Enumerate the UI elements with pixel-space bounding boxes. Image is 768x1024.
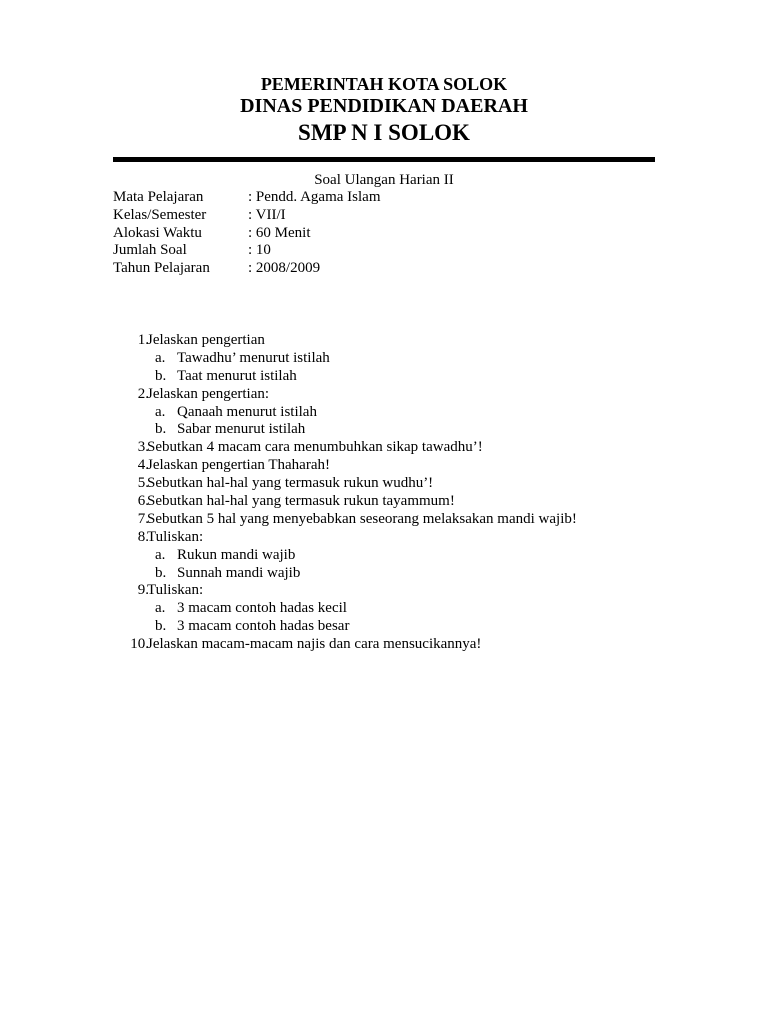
sub-item <box>113 600 673 618</box>
question-item <box>113 636 673 654</box>
question-list <box>113 332 673 654</box>
info-label: Tahun Pelajaran <box>113 260 210 277</box>
question-item <box>113 457 673 475</box>
info-label: Alokasi Waktu <box>113 224 202 241</box>
sub-item-text: 3 macam contoh hadas kecil <box>177 600 347 617</box>
question-number: 9. <box>137 582 149 599</box>
sub-item <box>113 350 673 368</box>
sub-item <box>113 547 673 565</box>
question-number: 6. <box>137 493 149 510</box>
question-number: 5. <box>137 475 149 492</box>
info-label: Kelas/Semester <box>113 206 207 223</box>
question-text: Sebutkan 4 macam cara menumbuhkan sikap tawadhu’! <box>147 439 483 456</box>
header-government: PEMERINTAH KOTA SOLOK <box>260 74 508 94</box>
header-divider <box>113 157 655 162</box>
info-label: Jumlah Soal <box>113 242 187 259</box>
question-number: 1. <box>137 332 149 348</box>
sub-item-text: Sunnah mandi wajib <box>177 564 301 581</box>
info-value: : 60 Menit <box>248 224 311 241</box>
info-label: Mata Pelajaran <box>113 189 204 205</box>
question-item <box>113 582 673 600</box>
question-text: Sebutkan hal-hal yang termasuk rukun tayammum! <box>147 493 455 510</box>
info-value: : 10 <box>248 242 271 259</box>
sub-item-label: b. <box>155 564 167 581</box>
question-number: 3. <box>137 439 149 456</box>
sub-item-label: b. <box>155 421 167 438</box>
info-value: : Pendd. Agama Islam <box>248 189 381 205</box>
question-item <box>113 439 673 457</box>
question-item <box>113 529 673 547</box>
question-item <box>113 475 673 493</box>
sub-item <box>113 565 673 583</box>
sub-item-text: Rukun mandi wajib <box>177 546 296 563</box>
sub-item-label: a. <box>155 403 166 420</box>
sub-item-text: 3 macam contoh hadas besar <box>177 618 350 635</box>
sub-item <box>113 618 673 636</box>
question-number: 10. <box>130 636 149 653</box>
sub-item-label: a. <box>155 600 166 617</box>
question-text: Jelaskan pengertian: <box>147 385 270 402</box>
sub-item <box>113 421 673 439</box>
header-department: DINAS PENDIDIKAN DAERAH <box>240 95 528 117</box>
sub-item-label: a. <box>155 546 166 563</box>
question-text: Jelaskan pengertian <box>147 332 265 348</box>
sub-item-text: Sabar menurut istilah <box>177 421 306 438</box>
sub-item-label: a. <box>155 349 166 366</box>
info-value: : VII/I <box>248 206 286 223</box>
sub-item <box>113 368 673 386</box>
question-text: Sebutkan hal-hal yang termasuk rukun wudhu’! <box>147 475 434 492</box>
question-text: Sebutkan 5 hal yang menyebabkan seseorang melaksakan mandi wajib! <box>147 510 577 527</box>
question-number: 2. <box>137 385 149 402</box>
question-text: Tuliskan: <box>147 528 204 545</box>
header-school: SMP N I SOLOK <box>298 120 470 145</box>
sub-item-text: Qanaah menurut istilah <box>177 403 317 420</box>
sub-item-text: Tawadhu’ menurut istilah <box>177 349 330 366</box>
exam-title: Soal Ulangan Harian II <box>314 172 454 188</box>
question-item <box>113 332 673 350</box>
question-number: 4. <box>137 457 149 474</box>
question-item <box>113 386 673 404</box>
sub-item-text: Taat menurut istilah <box>177 367 297 384</box>
sub-item-label: b. <box>155 618 167 635</box>
sub-item-label: b. <box>155 367 167 384</box>
question-item <box>113 493 673 511</box>
question-text: Jelaskan pengertian Thaharah! <box>147 457 330 474</box>
question-item <box>113 511 673 529</box>
info-value: : 2008/2009 <box>248 260 321 277</box>
question-text: Jelaskan macam-macam najis dan cara mensucikannya! <box>147 636 482 653</box>
question-number: 7. <box>137 510 149 527</box>
question-number: 8. <box>137 528 149 545</box>
question-text: Tuliskan: <box>147 582 204 599</box>
sub-item <box>113 404 673 422</box>
